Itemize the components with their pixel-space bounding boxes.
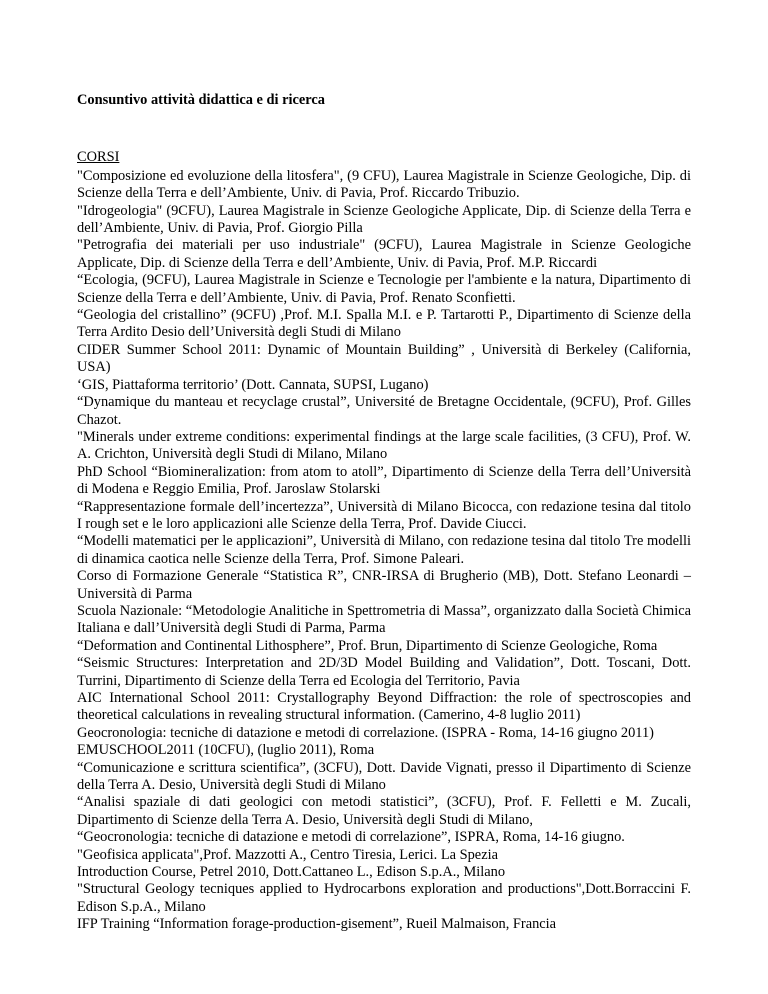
course-entry: "Structural Geology tecniques applied to Hydrocarbons exploration and productions",Dott.Borraccini F. Edison S.p.A., Milano: [77, 881, 691, 915]
course-entry: "Petrografia dei materiali per uso industriale" (9CFU), Laurea Magistrale in Scienze Geologiche Applicate, Dip. di Scienze della Terra e dell’Ambiente, Univ. di Pavia, Prof. M.P. Riccardi: [77, 237, 691, 271]
course-entry: “Dynamique du manteau et recyclage crustal”, Université de Bretagne Occidentale, (9CFU), Prof. Gilles Chazot.: [77, 394, 691, 428]
course-list: [77, 168, 691, 934]
document-page: [77, 92, 691, 934]
course-entry: “Ecologia, (9CFU), Laurea Magistrale in Scienze e Tecnologie per l'ambiente e la natura, Dipartimento di Scienze della Terra e dell’Ambiente, Univ. di Pavia, Prof. Renato Sconfietti.: [77, 272, 691, 306]
course-entry: "Composizione ed evoluzione della litosfera", (9 CFU), Laurea Magistrale in Scienze Geologiche, Dip. di Scienze della Terra e dell’Ambiente, Univ. di Pavia, Prof. Riccardo Tribuzio.: [77, 167, 691, 202]
course-entry: CIDER Summer School 2011: Dynamic of Mountain Building” , Università di Berkeley (California, USA): [77, 341, 691, 376]
course-entry: IFP Training “Information forage-production-gisement”, Rueil Malmaison, Francia: [77, 916, 557, 933]
course-entry: "Idrogeologia" (9CFU), Laurea Magistrale in Scienze Geologiche Applicate, Dip. di Scienze della Terra e dell’Ambiente, Univ. di Pavia, Prof. Giorgio Pilla: [77, 202, 691, 237]
course-entry: Geocronologia: tecniche di datazione e metodi di correlazione. (ISPRA - Roma, 14-16 giugno 2011): [77, 724, 654, 741]
course-entry: AIC International School 2011: Crystallography Beyond Diffraction: the role of spectroscopies and theoretical calculations in revealing structural information. (Camerino, 4-8 luglio 2011): [77, 690, 691, 724]
course-entry: "Geofisica applicata",Prof. Mazzotti A., Centro Tiresia, Lerici. La Spezia: [77, 846, 498, 863]
course-entry: “Geocronologia: tecniche di datazione e metodi di correlazione”, ISPRA, Roma, 14-16 giugno.: [77, 829, 625, 846]
course-entry: Corso di Formazione Generale “Statistica R”, CNR-IRSA di Brugherio (MB), Dott. Stefano Leonardi – Università di Parma: [77, 568, 691, 602]
course-entry: "Minerals under extreme conditions: experimental findings at the large scale facilities, (3 CFU), Prof. W. A. Crichton, Università degli Studi di Milano, Milano: [77, 428, 691, 463]
section-heading: CORSI: [77, 149, 120, 166]
course-entry: “Deformation and Continental Lithosphere”, Prof. Brun, Dipartimento di Scienze Geologiche, Roma: [77, 637, 658, 654]
course-entry: EMUSCHOOL2011 (10CFU), (luglio 2011), Roma: [77, 742, 375, 759]
course-entry: “Analisi spaziale di dati geologici con metodi statistici”, (3CFU), Prof. F. Felletti e M. Zucali, Dipartimento di Scienze della Terra A. Desio, Università degli Studi di Milano,: [77, 794, 691, 828]
course-entry: “Seismic Structures: Interpretation and 2D/3D Model Building and Validation”, Dott. Toscani, Dott. Turrini, Dipartimento di Scienze della Terra ed Ecologia del Territorio, Pavia: [77, 655, 691, 689]
course-entry: “Comunicazione e scrittura scientifica”, (3CFU), Dott. Davide Vignati, presso il Dipartimento di Scienze della Terra A. Desio, Università degli Studi di Milano: [77, 759, 691, 794]
course-entry: Introduction Course, Petrel 2010, Dott.Cattaneo L., Edison S.p.A., Milano: [77, 864, 506, 881]
course-entry: “Geologia del cristallino” (9CFU) ,Prof. M.I. Spalla M.I. e P. Tartarotti P., Dipartimento di Scienze della Terra Ardito Desio dell’Università degli Studi di Milano: [77, 307, 691, 341]
document-title: Consuntivo attività didattica e di ricerca: [77, 92, 325, 108]
course-entry: ‘GIS, Piattaforma territorio’ (Dott. Cannata, SUPSI, Lugano): [77, 376, 429, 393]
course-entry: “Rappresentazione formale dell’incertezza”, Università di Milano Bicocca, con redazione tesina dal titolo I rough set e le loro applicazioni alle Scienze della Terra, Prof. Davide Ciucci.: [77, 498, 691, 532]
course-entry: Scuola Nazionale: “Metodologie Analitiche in Spettrometria di Massa”, organizzato dalla Società Chimica Italiana e dall’Università degli Studi di Parma, Parma: [77, 602, 691, 637]
course-entry: PhD School “Biomineralization: from atom to atoll”, Dipartimento di Scienze della Terra dell’Università di Modena e Reggio Emilia, Prof. Jaroslaw Stolarski: [77, 463, 691, 498]
course-entry: “Modelli matematici per le applicazioni”, Università di Milano, con redazione tesina dal titolo Tre modelli di dinamica caotica nelle Scienze della Terra, Prof. Simone Paleari.: [77, 533, 691, 567]
